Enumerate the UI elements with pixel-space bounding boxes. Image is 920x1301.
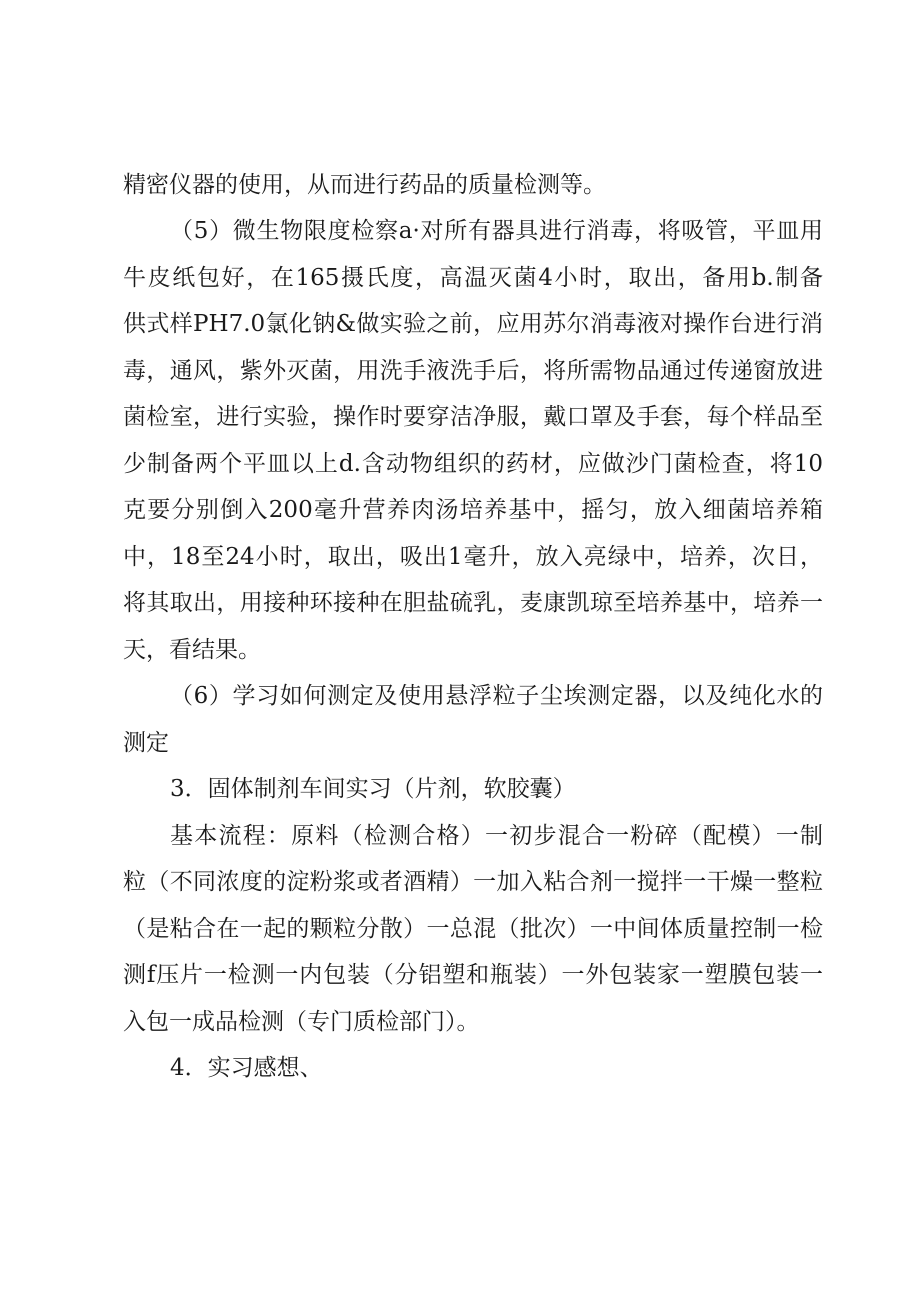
paragraph-line: 天，看结果。 [123,637,261,663]
paragraph-line: 精密仪器的使用，从而进行药品的质量检测等。 [123,172,606,198]
paragraph-line: 中，18至24小时，取出，吸出1毫升，放入亮绿中，培养，次日， [123,544,823,570]
paragraph-line: （是粘合在一起的颗粒分散）一总混（批次）一中间体质量控制一检 [123,916,823,942]
paragraph-line: 毒，通风，紫外灭菌，用洗手液洗手后，将所需物品通过传递窗放进 [123,358,823,384]
paragraph-line: （6）学习如何测定及使用悬浮粒子尘埃测定器，以及纯化水的 [170,683,823,709]
paragraph-line: 将其取出，用接种环接种在胆盐硫乳，麦康凯琼至培养基中，培养一 [123,590,823,616]
paragraph-line: 测定 [123,730,169,756]
paragraph-line: 克要分别倒入200毫升营养肉汤培养基中，摇匀，放入细菌培养箱 [123,497,823,523]
paragraph-line: 菌检室，进行实验，操作时要穿洁净服，戴口罩及手套，每个样品至 [123,404,823,430]
paragraph-line: 粒（不同浓度的淀粉浆或者酒精）一加入粘合剂一搅拌一干燥一整粒 [123,869,823,895]
section-heading: 3．固体制剂车间实习（片剂，软胶囊） [170,776,576,802]
paragraph-line: 少制备两个平皿以上d.含动物组织的药材，应做沙门菌检查，将10 [123,451,823,477]
paragraph-line: 入包一成品检测（专门质检部门）。 [123,1009,480,1035]
paragraph-line: 供式样PH7.0氯化钠&做实验之前，应用苏尔消毒液对操作台进行消 [123,311,823,337]
paragraph-line: 测f压片一检测一内包装（分铝塑和瓶装）一外包装家一塑膜包装一 [123,962,823,988]
paragraph-line: 牛皮纸包好，在165摄氏度，高温灭菌4小时，取出，备用b.制备 [123,265,823,291]
section-heading: 4．实习感想、 [170,1055,323,1081]
paragraph-line: （5）微生物限度检察a·对所有器具进行消毒，将吸管，平皿用 [170,218,823,244]
paragraph-line: 基本流程：原料（检测合格）一初步混合一粉碎（配模）一制 [170,823,823,849]
